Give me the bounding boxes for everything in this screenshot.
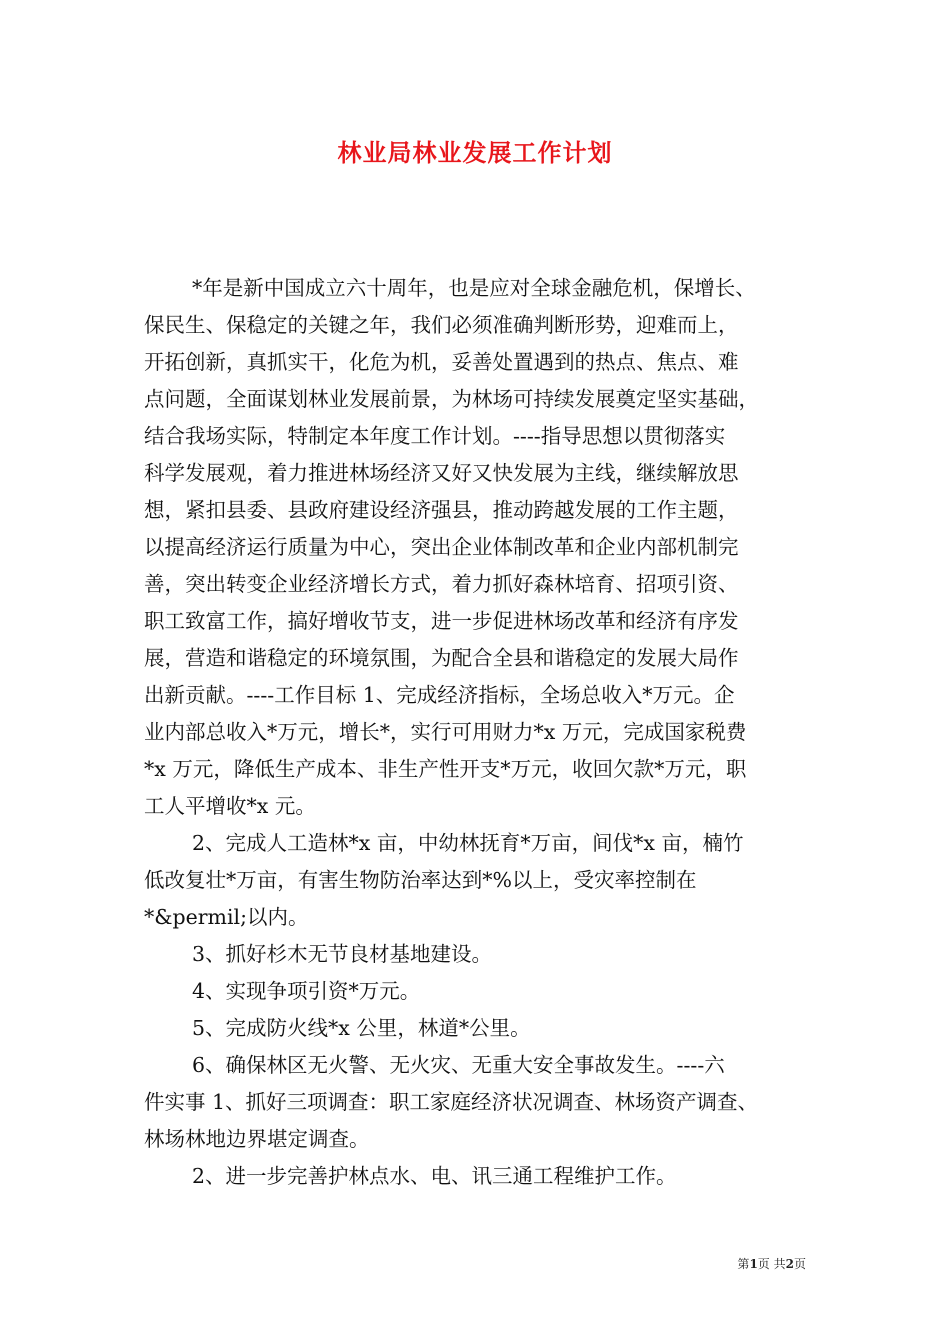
- body-line: 保民生、保稳定的关键之年，我们必须准确判断形势，迎难而上，: [144, 313, 739, 337]
- body-line: 想，紧扣县委、县政府建设经济强县，推动跨越发展的工作主题，: [144, 498, 739, 522]
- body-line: *年是新中国成立六十周年，也是应对全球金融危机，保增长、: [192, 276, 756, 300]
- footer-prefix: 第: [737, 1257, 750, 1271]
- body-line: 5、完成防火线*x 公里，林道*公里。: [192, 1016, 531, 1040]
- body-line: 出新贡献。----工作目标 1、完成经济指标，全场总收入*万元。企: [144, 683, 735, 707]
- body-line: 点问题，全面谋划林业发展前景，为林场可持续发展奠定坚实基础，: [144, 387, 759, 411]
- body-line: 科学发展观，着力推进林场经济又好又快发展为主线，继续解放思: [144, 461, 739, 485]
- body-line: 以提高经济运行质量为中心，突出企业体制改革和企业内部机制完: [144, 535, 739, 559]
- footer-current-page: 1: [749, 1257, 758, 1271]
- body-line: 林场林地边界堪定调查。: [144, 1127, 370, 1151]
- body-line: 业内部总收入*万元，增长*，实行可用财力*x 万元，完成国家税费: [144, 720, 747, 744]
- body-line: 4、实现争项引资*万元。: [192, 979, 421, 1003]
- body-line: 职工致富工作，搞好增收节支，进一步促进林场改革和经济有序发: [144, 609, 739, 633]
- body-line: 开拓创新，真抓实干，化危为机，妥善处置遇到的热点、焦点、难: [144, 350, 739, 374]
- body-line: 件实事 1、抓好三项调查：职工家庭经济状况调查、林场资产调查、: [144, 1090, 759, 1114]
- body-line: *x 万元，降低生产成本、非生产性开支*万元，收回欠款*万元，职: [144, 757, 747, 781]
- body-line: 低改复壮*万亩，有害生物防治率达到*%以上，受灾率控制在: [144, 868, 697, 892]
- body-line: *&permil;以内。: [144, 905, 309, 929]
- body-line: 结合我场实际，特制定本年度工作计划。----指导思想以贯彻落实: [144, 424, 726, 448]
- footer-middle: 页 共: [757, 1257, 786, 1271]
- footer-total-pages: 2: [785, 1257, 794, 1271]
- footer-suffix: 页: [793, 1257, 806, 1271]
- document-title: 林业局林业发展工作计划: [337, 139, 613, 167]
- body-line: 展，营造和谐稳定的环境氛围，为配合全县和谐稳定的发展大局作: [144, 646, 739, 670]
- body-line: 善，突出转变企业经济增长方式，着力抓好森林培育、招项引资、: [144, 572, 739, 596]
- body-line: 6、确保林区无火警、无火灾、无重大安全事故发生。----六: [192, 1053, 725, 1077]
- body-line: 工人平增收*x 元。: [144, 794, 316, 818]
- body-line: 2、进一步完善护林点水、电、讯三通工程维护工作。: [192, 1164, 677, 1188]
- page-footer: [737, 1255, 806, 1272]
- body-line: 3、抓好杉木无节良材基地建设。: [192, 942, 493, 966]
- body-line: 2、完成人工造林*x 亩，中幼林抚育*万亩，间伐*x 亩，楠竹: [192, 831, 744, 855]
- document-body: [144, 270, 824, 1195]
